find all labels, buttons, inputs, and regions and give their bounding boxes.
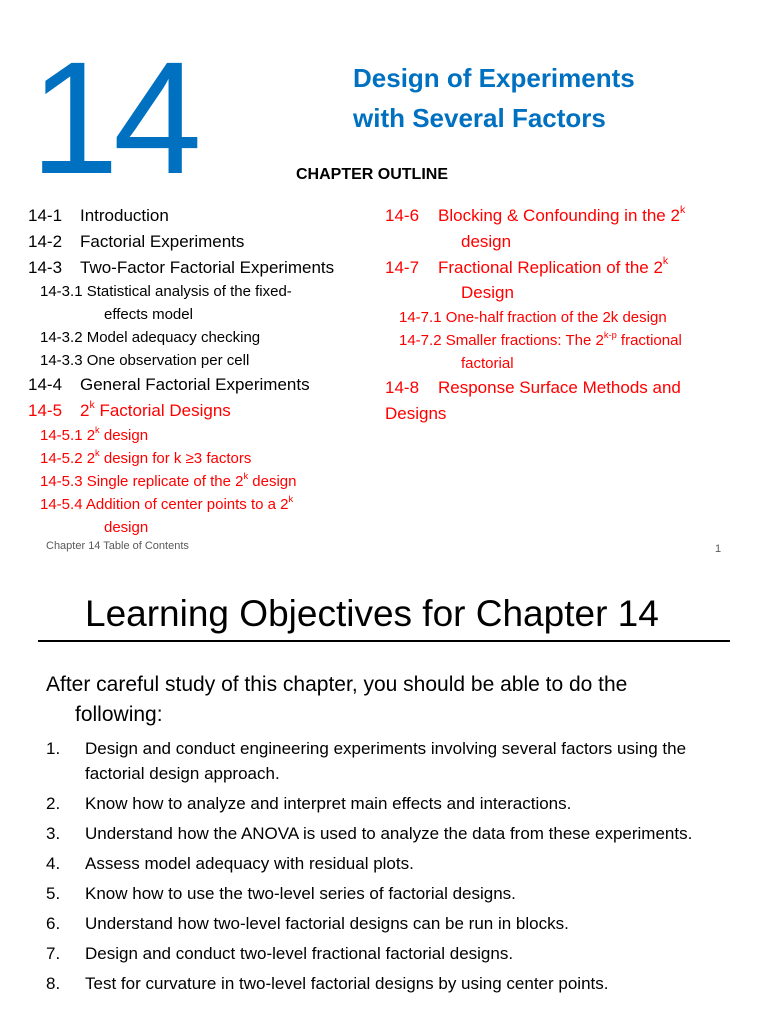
superscript: k	[243, 470, 249, 481]
outline-item-14-2	[28, 229, 373, 255]
objective-item	[46, 736, 746, 786]
objective-text: Know how to analyze and interpret main effects and interactions.	[85, 794, 572, 813]
objective-number: 2.	[46, 794, 61, 813]
outline-item-14-8	[385, 375, 745, 401]
objective-item	[46, 971, 746, 996]
objectives-title: Learning Objectives for Chapter 14	[85, 593, 659, 634]
item-text: design	[99, 426, 149, 444]
objective-number: 6.	[46, 914, 61, 933]
objective-item	[46, 881, 746, 906]
superscript: k	[95, 424, 100, 435]
intro-line-1: After careful study of this chapter, you should be able to do the	[46, 673, 628, 696]
section-number: 14-2	[28, 231, 63, 251]
section-number: 14-3	[28, 257, 63, 277]
section-number: 14-6	[385, 206, 420, 225]
outline-item-14-6-cont: design	[461, 231, 512, 251]
outline-item-14-3	[28, 255, 373, 281]
section-label: Response Surface Methods and	[438, 378, 681, 398]
outline-item-14-3-3: 14-3.3 One observation per cell	[40, 352, 250, 370]
section-number: 14-5	[28, 401, 63, 421]
outline-item-14-7	[385, 255, 745, 281]
objective-number: 7.	[46, 944, 61, 963]
superscript: k	[288, 493, 294, 504]
section-number: 14-1	[28, 206, 63, 225]
item-text: design	[248, 472, 297, 490]
superscript: k	[679, 203, 686, 216]
superscript: k	[95, 447, 100, 458]
outline-item-14-3-1-cont: effects model	[104, 306, 193, 324]
objective-number: 1.	[46, 739, 61, 758]
chapter-title	[353, 58, 635, 138]
objective-item	[46, 821, 746, 846]
item-text: 14-5.4 Addition of center points to a 2	[40, 495, 289, 513]
chapter-number: 14	[30, 28, 196, 207]
outline-item-14-5-4-cont: design	[104, 518, 149, 536]
outline-heading: CHAPTER OUTLINE	[296, 166, 448, 183]
outline-item-14-5-2	[28, 447, 373, 470]
item-text: 14-7.2 Smaller fractions: The 2	[399, 332, 604, 350]
chapter-title-line-1: Design of Experiments	[353, 63, 635, 93]
slide-footer: Chapter 14 Table of Contents	[46, 540, 189, 552]
section-label: Two-Factor Factorial Experiments	[80, 257, 335, 277]
objective-text: Design and conduct engineering experiments involving several factors using the factorial design approach.	[85, 739, 687, 783]
objective-text: Test for curvature in two-level factorial designs by using center points.	[85, 974, 609, 993]
outline-item-14-3-2: 14-3.2 Model adequacy checking	[40, 329, 261, 347]
objective-text: Understand how two-level factorial designs can be run in blocks.	[85, 914, 569, 933]
chapter-title-line-2: with Several Factors	[353, 103, 606, 133]
section-label: Factorial Experiments	[80, 231, 245, 251]
section-number: 14-4	[28, 375, 63, 395]
objective-number: 5.	[46, 884, 61, 903]
section-number: 14-8	[385, 378, 420, 398]
outline-item-14-5-4	[28, 493, 373, 516]
objective-text: Know how to use the two-level series of factorial designs.	[85, 884, 516, 903]
section-label: Introduction	[80, 206, 169, 225]
section-label: Blocking & Confounding in the 2	[438, 206, 680, 225]
section-base: 2	[80, 401, 90, 421]
outline-item-14-7-1: 14-7.1 One-half fraction of the 2k design	[399, 309, 667, 327]
item-text: design for k ≥3 factors	[99, 449, 252, 467]
outline-left-column	[28, 203, 373, 539]
item-text: 14-5.2 2	[40, 449, 96, 467]
section-number: 14-7	[385, 257, 420, 277]
page-number: 1	[715, 543, 722, 555]
outline-item-14-3-1: 14-3.1 Statistical analysis of the fixed-	[40, 283, 292, 301]
objective-number: 3.	[46, 824, 61, 843]
outline-item-14-7-2	[385, 329, 745, 352]
section-label: Factorial Designs	[99, 401, 231, 421]
outline-item-14-5-1	[28, 424, 373, 447]
title-underline	[38, 640, 730, 642]
section-label: Fractional Replication of the 2	[438, 257, 663, 277]
item-text: 14-5.1 2	[40, 426, 96, 444]
superscript: k	[89, 398, 95, 411]
objective-item	[46, 791, 746, 816]
outline-item-14-4	[28, 372, 373, 398]
objective-text: Assess model adequacy with residual plots.	[85, 854, 414, 873]
item-text: fractional	[616, 332, 682, 350]
objective-text: Understand how the ANOVA is used to analyze the data from these experiments.	[85, 824, 693, 843]
intro-line-2: following:	[75, 703, 163, 726]
outline-item-14-7-2-cont: factorial	[461, 355, 514, 373]
outline-item-14-8-cont: Designs	[385, 403, 447, 423]
objective-item	[46, 941, 746, 966]
objective-number: 8.	[46, 974, 61, 993]
objectives-list	[46, 736, 746, 1001]
outline-right-column	[385, 203, 745, 427]
superscript: k-p	[603, 329, 617, 340]
outline-item-14-5-3	[28, 470, 373, 493]
outline-item-14-6	[385, 203, 745, 229]
objective-item	[46, 911, 746, 936]
section-label: General Factorial Experiments	[80, 375, 310, 395]
objective-number: 4.	[46, 854, 61, 873]
objective-item	[46, 851, 746, 876]
objectives-intro	[46, 670, 736, 730]
objective-text: Design and conduct two-level fractional factorial designs.	[85, 944, 514, 963]
superscript: k	[662, 255, 669, 268]
outline-item-14-1	[28, 203, 373, 229]
slide-learning-objectives	[0, 572, 768, 1024]
item-text: 14-5.3 Single replicate of the 2	[40, 472, 244, 490]
outline-item-14-7-cont: Design	[461, 283, 514, 303]
outline-item-14-5	[28, 398, 373, 424]
